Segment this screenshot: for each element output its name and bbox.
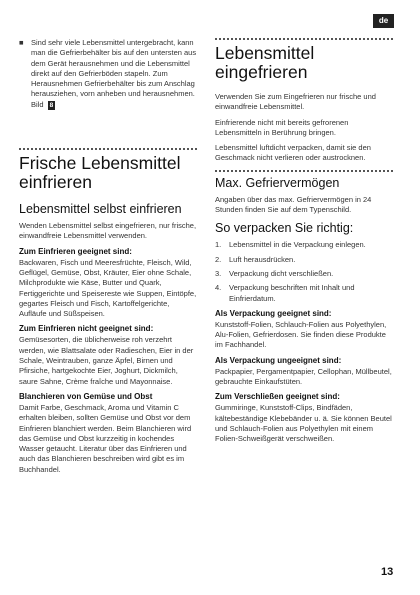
blanching-text: Damit Farbe, Geschmack, Aroma und Vitamin C erhalten bleiben, sollten Gemüse und Obst vor dem Einfrieren blanchiert werden. Beim Blanchieren wird das Gemüse und Obst kurzzeitig in kochendes Wasser getaucht. Literatur über das Einfrieren und auch das Blanchieren beschreiben wird gibt es im Buchhandel. [19,402,192,474]
packaging-steps-list [215,240,393,303]
suitable-foods-heading: Zum Einfrieren geeignet sind: [19,246,132,256]
section-title-freezing: Lebensmittel eingefrieren [215,43,315,82]
unsuitable-foods-text: Gemüsesorten, die üblicherweise roh verzehrt werden, wie Blattsalate oder Radieschen, Eier in der Schale, Weintrauben, ganze Äpfel, Birnen und Pfirsiche, hartgekochte Eier, Joghurt, Dickmilch, saure Sahne, Crème fraîche und Mayonnaise. [19,335,194,386]
bullet-text: Sind sehr viele Lebensmittel untergebracht, kann man die Gefrierbehälter bis auf den untersten aus dem Gerät herausnehmen und die Lebensmittel direkt auf den Gefrierböden stapeln. Zum Herausnehmen Gefrierbehälter bis zum Anschlag herausziehen, vorn anheben und herausnehmen. Bild [31,38,197,109]
freezing-paragraph-3: Lebensmittel luftdicht verpacken, damit sie den Geschmack nicht verlieren oder austrocknen. [215,143,371,163]
right-column [215,38,393,450]
suitable-packaging-heading: Als Verpackung geeignet sind: [215,308,332,318]
step-text: Verpackung beschriften mit Inhalt und Einfrierdatum. [229,283,355,303]
left-column [19,38,197,480]
unsuitable-packaging-text: Packpapier, Pergamentpapier, Cellophan, Müllbeutel, gebrauchte Einkaufstüten. [215,366,392,387]
closure-heading: Zum Verschließen geeignet sind: [215,392,340,402]
language-badge: de [373,14,394,28]
figure-reference-badge: 8 [49,101,54,109]
step-number: 3. [215,268,222,278]
bullet-item [19,38,197,110]
intro-paragraph: Wenden Lebensmittel selbst eingefrieren, nur frische, einwandfreie Lebensmittel verwenden. [19,221,197,241]
step-text: Luft herausdrücken. [229,254,296,264]
section-title-fresh-food: Frische Lebensmittel einfrieren [19,153,181,193]
step-text: Verpackung dicht verschließen. [229,268,334,278]
suitable-foods-text: Backwaren, Fisch und Meeresfrüchte, Fleisch, Wild, Geflügel, Gemüse, Obst, Kräuter, Eier ohne Schale, Milchprodukte wie Käse, Butter und Quark, Fertiggerichte und Speisereste wie Suppen, Eintöpfe, gegartes Fleisch und Fisch, Kartoffelgerichte, Aufläufe und Süßspeisen. [19,257,197,319]
freezing-paragraph-1: Verwenden Sie zum Eingefrieren nur frische und einwandfreie Lebensmittel. [215,92,376,112]
list-item [215,255,393,265]
subsection-title-self-freeze: Lebensmittel selbst einfrieren [19,202,182,217]
step-number: 1. [215,240,222,250]
closure-text: Gummiringe, Kunststoff-Clips, Bindfäden, kältebeständige Klebebänder u. ä. Sie können Beutel und Schlauch-Folien aus Polyethylen mit einem Folien-Schweißgerät verschweißen. [215,403,392,444]
section-divider [215,38,393,40]
step-number: 4. [215,283,222,293]
blanching-heading: Blanchieren von Gemüse und Obst [19,391,153,401]
suitable-packaging-text: Kunststoff-Folien, Schlauch-Folien aus Polyethylen, Alu-Folien, Gefrierdosen. Sie finden diese Produkte im Fachhandel. [215,319,387,350]
list-item [215,283,393,304]
capacity-heading: Max. Gefriervermögen [215,175,340,190]
capacity-text: Angaben über das max. Gefriervermögen in 24 Stunden finden Sie auf dem Typenschild. [215,194,372,215]
page-number: 13 [381,566,394,578]
packaging-heading: So verpacken Sie richtig: [215,221,354,236]
step-number: 2. [215,254,222,264]
bullet-text-wrapper [31,38,197,110]
unsuitable-packaging-heading: Als Verpackung ungeeignet sind: [215,355,342,365]
section-divider [215,170,393,172]
list-item [215,240,393,250]
step-text: Lebensmittel in die Verpackung einlegen. [229,240,366,250]
freezing-paragraph-2: Einfrierende nicht mit bereits gefrorenen Lebensmitteln in Berührung bringen. [215,117,349,137]
section-divider [19,148,197,150]
list-item [215,269,393,279]
bullet-marker: ■ [19,38,24,47]
unsuitable-foods-heading: Zum Einfrieren nicht geeignet sind: [19,324,154,334]
